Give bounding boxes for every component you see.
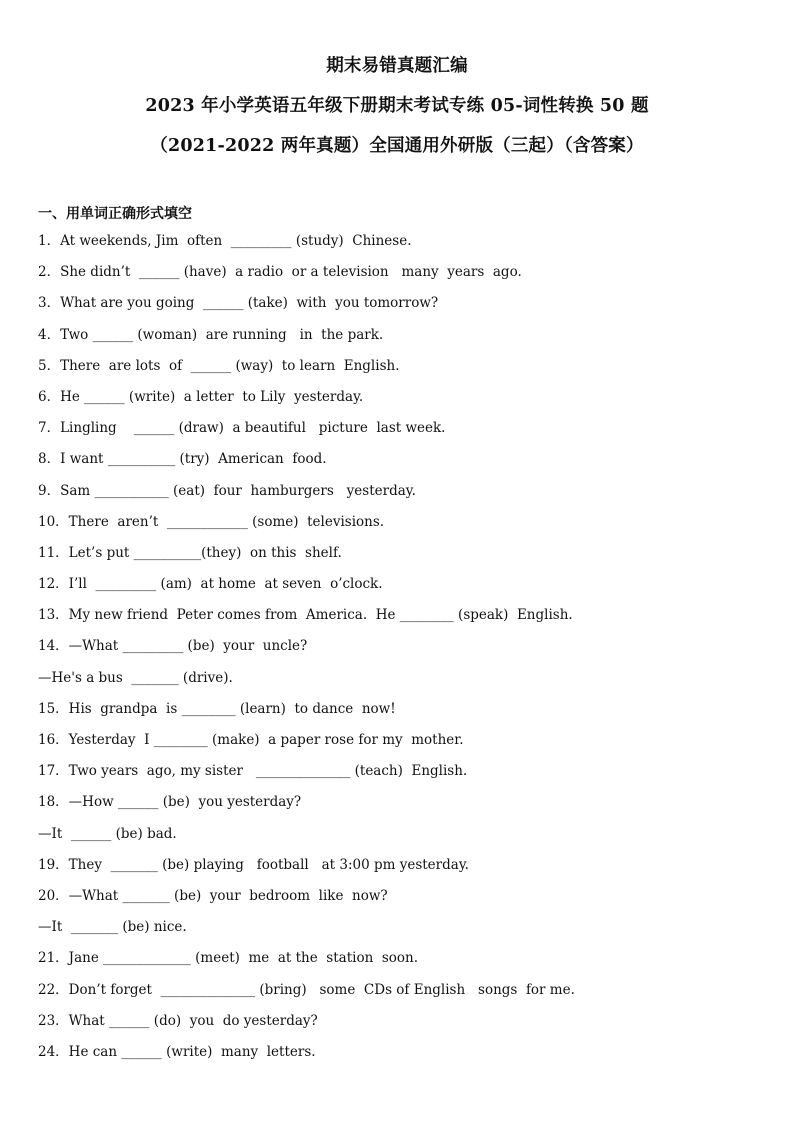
question-line: 19．They _______ (be) playing football at 3:00 pm yesterday.	[38, 856, 469, 873]
question-list	[38, 230, 758, 1072]
question-line: —It _______ (be) nice.	[38, 919, 187, 936]
question-line: 10．There aren’t ____________ (some) televisions.	[38, 513, 385, 530]
question-line: 21．Jane _____________ (meet) me at the station soon.	[38, 950, 419, 967]
question-line: 1．At weekends, Jim often _________ (study) Chinese.	[38, 233, 412, 249]
question-line: 16．Yesterday I ________ (make) a paper rose for my mother.	[38, 732, 464, 748]
question-line: 20．—What _______ (be) your bedroom like now?	[38, 887, 388, 904]
document-edition-line: （2021-2022 两年真题）全国通用外研版（三起）（含答案）	[150, 136, 644, 156]
question-line: 14．—What _________ (be) your uncle?	[38, 638, 308, 655]
question-line: 3．What are you going ______ (take) with you tomorrow?	[38, 295, 439, 312]
document-subtitle: 2023 年小学英语五年级下册期末考试专练 05-词性转换 50 题	[145, 96, 649, 116]
question-line: 7．Lingling ______ (draw) a beautiful picture last week.	[38, 420, 446, 437]
question-line: 9．Sam ___________ (eat) four hamburgers yesterday.	[38, 482, 416, 499]
question-line: 15．His grandpa is ________ (learn) to dance now!	[38, 700, 396, 717]
title-block	[0, 46, 794, 166]
question-line: —It ______ (be) bad.	[38, 825, 177, 842]
question-line: 6．He ______ (write) a letter to Lily yesterday.	[38, 388, 364, 405]
document-title: 期末易错真题汇编	[326, 56, 468, 76]
question-line: 23．What ______ (do) you do yesterday?	[38, 1012, 318, 1029]
section-heading: 一、用单词正确形式填空	[38, 206, 192, 222]
question-line: —He's a bus _______ (drive).	[38, 669, 233, 686]
question-line: 12．I’ll _________ (am) at home at seven o’clock.	[38, 576, 383, 593]
question-line: 13．My new friend Peter comes from America. He ________ (speak) English.	[38, 607, 573, 624]
question-line: 18．—How ______ (be) you yesterday?	[38, 794, 302, 811]
question-line: 2．She didn’t ______ (have) a radio or a television many years ago.	[38, 264, 522, 281]
question-line: 17．Two years ago, my sister ______________ (teach) English.	[38, 763, 468, 780]
question-line: 22．Don’t forget ______________ (bring) some CDs of English songs for me.	[38, 981, 575, 998]
question-line: 5．There are lots of ______ (way) to learn English.	[38, 357, 400, 374]
question-line: 11．Let’s put __________(they) on this shelf.	[38, 544, 342, 561]
question-line: 8．I want __________ (try) American food.	[38, 451, 327, 468]
question-line: 4．Two ______ (woman) are running in the park.	[38, 326, 384, 343]
question-line: 24．He can ______ (write) many letters.	[38, 1043, 316, 1060]
